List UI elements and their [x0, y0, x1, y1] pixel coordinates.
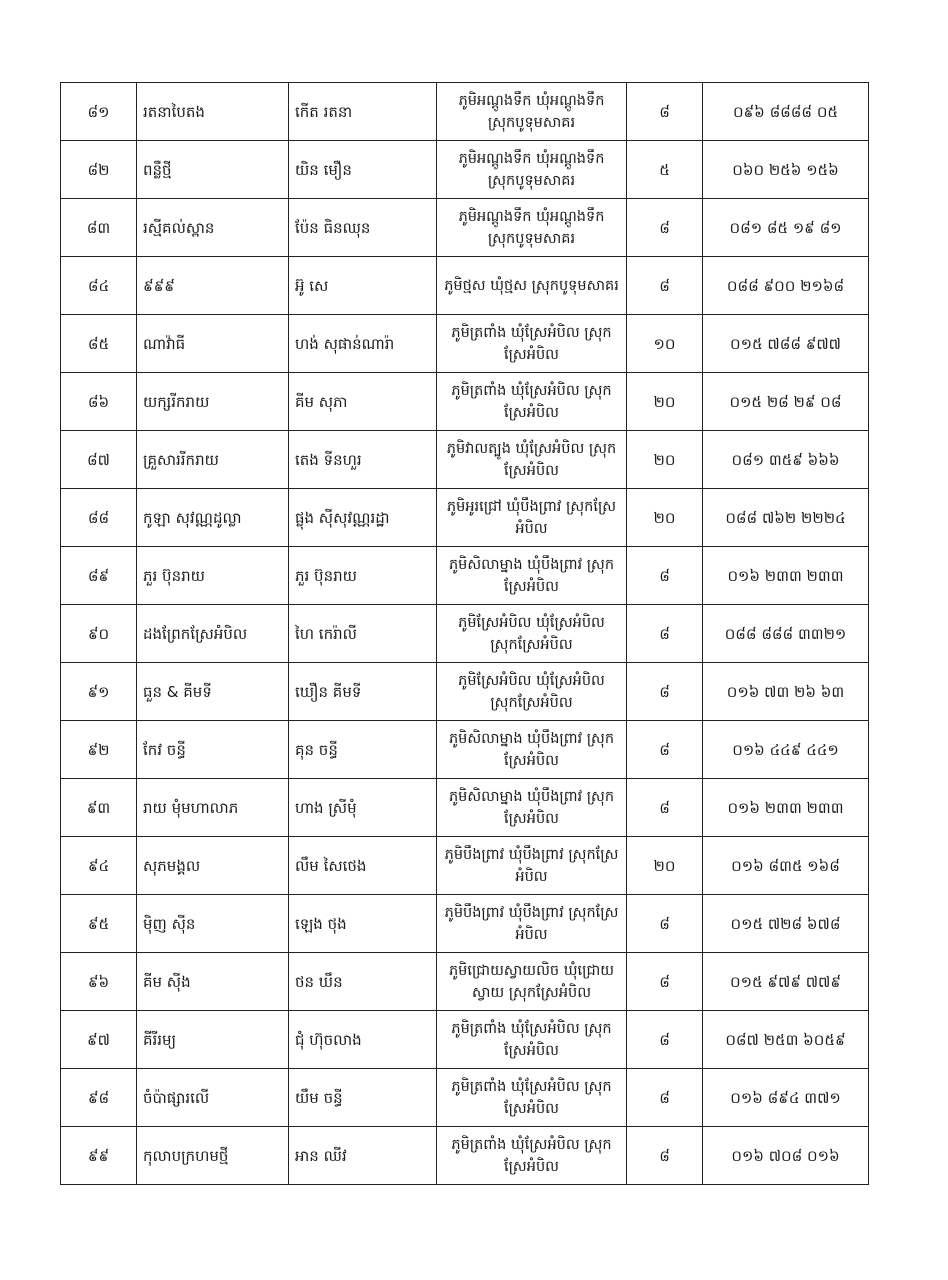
- row-number: ៨៩: [61, 547, 137, 605]
- room-count: ៨: [627, 895, 703, 953]
- table-row: [61, 1011, 869, 1069]
- room-count: ៨: [627, 721, 703, 779]
- owner-name: ភួរ ប៊ុនរាយ: [289, 547, 437, 605]
- room-count: ៨: [627, 547, 703, 605]
- business-name: រតនាបៃតង: [137, 83, 289, 141]
- room-count: ២០: [627, 431, 703, 489]
- room-count: ៨: [627, 1011, 703, 1069]
- phone-number: ០៨៨ ៨៨៨ ៣៣២១: [703, 605, 869, 663]
- table-row: [61, 953, 869, 1011]
- address: ភូមិសិលាម្នាង ឃុំបឹងព្រាវ ស្រុកស្រែអំបិល: [437, 779, 627, 837]
- table-row: [61, 141, 869, 199]
- room-count: ៨: [627, 199, 703, 257]
- business-name: ធួន & គីមទី: [137, 663, 289, 721]
- phone-number: ០៨១ ៨៥ ១៩ ៨១: [703, 199, 869, 257]
- row-number: ៩៥: [61, 895, 137, 953]
- address: ភូមិស្រែអំបិល ឃុំស្រែអំបិល ស្រុកស្រែអំបិល: [437, 605, 627, 663]
- room-count: ៨: [627, 663, 703, 721]
- phone-number: ០៨៧ ២៥៣ ៦០៥៩: [703, 1011, 869, 1069]
- phone-number: ០១៦ ៤៤៩ ៤៤១: [703, 721, 869, 779]
- row-number: ៨៥: [61, 315, 137, 373]
- address: ភូមិអណ្តូងទឹក ឃុំអណ្តូងទឹក ស្រុកបូទុមសាគរ: [437, 199, 627, 257]
- row-number: ៩១: [61, 663, 137, 721]
- business-name: ពន្លឺថ្មី: [137, 141, 289, 199]
- business-name: គ្រួសាររីករាយ: [137, 431, 289, 489]
- business-name: គីម ស៊ីង: [137, 953, 289, 1011]
- phone-number: ០១៦ ២៣៣ ២៣៣: [703, 547, 869, 605]
- address: ភូមិជ្រោយស្វាយលិច ឃុំជ្រោយស្វាយ ស្រុកស្រែអំបិល: [437, 953, 627, 1011]
- address: ភូមិបឹងព្រាវ ឃុំបឹងព្រាវ ស្រុកស្រែអំបិល: [437, 895, 627, 953]
- phone-number: ០៩៦ ៨៨៨៨ ០៥: [703, 83, 869, 141]
- owner-name: យឹម ចន្ធី: [289, 1069, 437, 1127]
- table-row: [61, 257, 869, 315]
- table-row: [61, 431, 869, 489]
- owner-name: ឡេង ថុង: [289, 895, 437, 953]
- address: ភូមិអូរជ្រៅ ឃុំបឹងព្រាវ ស្រុកស្រែអំបិល: [437, 489, 627, 547]
- address: ភូមិបឹងព្រាវ ឃុំបឹងព្រាវ ស្រុកស្រែអំបិល: [437, 837, 627, 895]
- room-count: ៨: [627, 953, 703, 1011]
- business-name: ចំប៉ាផ្សារលើ: [137, 1069, 289, 1127]
- row-number: ៩៦: [61, 953, 137, 1011]
- phone-number: ០១៦ ២៣៣ ២៣៣: [703, 779, 869, 837]
- table-row: [61, 373, 869, 431]
- owner-name: លឹម សៃថេង: [289, 837, 437, 895]
- address: ភូមិត្រពាំង ឃុំស្រែអំបិល ស្រុកស្រែអំបិល: [437, 373, 627, 431]
- owner-name: ផ្លុង ស៊ីសុវណ្ណរដ្ឋា: [289, 489, 437, 547]
- owner-name: ហង់ សុផាន់ណារ៉ា: [289, 315, 437, 373]
- business-name: រស្មីគល់ស្ពាន: [137, 199, 289, 257]
- row-number: ៩៧: [61, 1011, 137, 1069]
- row-number: ៨៣: [61, 199, 137, 257]
- table-row: [61, 779, 869, 837]
- business-name: ដងព្រែកស្រែអំបិល: [137, 605, 289, 663]
- phone-number: ០១៦ ៧៣ ២៦ ៦៣: [703, 663, 869, 721]
- room-count: ២០: [627, 373, 703, 431]
- business-name: យក្សរីករាយ: [137, 373, 289, 431]
- owner-name: គីម សុភា: [289, 373, 437, 431]
- table-row: [61, 895, 869, 953]
- address: ភូមិត្រពាំង ឃុំស្រែអំបិល ស្រុកស្រែអំបិល: [437, 1069, 627, 1127]
- table-row: [61, 837, 869, 895]
- row-number: ៩៨: [61, 1069, 137, 1127]
- address: ភូមិត្រពាំង ឃុំស្រែអំបិល ស្រុកស្រែអំបិល: [437, 315, 627, 373]
- room-count: ២០: [627, 489, 703, 547]
- address: ភូមិអណ្តូងទឹក ឃុំអណ្តូងទឹក ស្រុកបូទុមសាគរ: [437, 141, 627, 199]
- table-row: [61, 721, 869, 779]
- business-name: កូឡា សុវណ្ណដូល្លា: [137, 489, 289, 547]
- table-row: [61, 489, 869, 547]
- phone-number: ០៨៨ ៧៦២ ២២២៤: [703, 489, 869, 547]
- row-number: ៨៤: [61, 257, 137, 315]
- room-count: ៥: [627, 141, 703, 199]
- table-row: [61, 83, 869, 141]
- business-name: កែវ ចន្ធី: [137, 721, 289, 779]
- owner-name: ជុំ ហ៊ុចលាង: [289, 1011, 437, 1069]
- room-count: ៨: [627, 1127, 703, 1185]
- row-number: ៨៦: [61, 373, 137, 431]
- owner-name: ហៃ កេរ៉ាលី: [289, 605, 437, 663]
- business-name: កុលាបក្រហមថ្មី: [137, 1127, 289, 1185]
- table-row: [61, 1127, 869, 1185]
- room-count: ២០: [627, 837, 703, 895]
- owner-name: យិន មឿន: [289, 141, 437, 199]
- row-number: ៨៨: [61, 489, 137, 547]
- room-count: ៨: [627, 779, 703, 837]
- owner-name: ថន ឃឹន: [289, 953, 437, 1011]
- table-row: [61, 605, 869, 663]
- business-name: ម៉ិញ ស៊ីន: [137, 895, 289, 953]
- phone-number: ០១៦ ៨៩៤ ៣៧១: [703, 1069, 869, 1127]
- phone-number: ០១៥ ៧៨៨ ៩៧៧: [703, 315, 869, 373]
- business-name: ភួរ ប៊ុនរាយ: [137, 547, 289, 605]
- owner-name: តេង ទីនហួរ: [289, 431, 437, 489]
- business-name: រាយ មុំមហាលាភ: [137, 779, 289, 837]
- row-number: ៨១: [61, 83, 137, 141]
- phone-number: ០១៦ ៧០៨ ០១៦: [703, 1127, 869, 1185]
- table-row: [61, 663, 869, 721]
- business-name: គីរីរម្យ: [137, 1011, 289, 1069]
- phone-number: ០១៥ ៧២៨ ៦៧៨: [703, 895, 869, 953]
- guesthouse-table: [60, 82, 869, 1185]
- owner-name: គុន ចន្ធី: [289, 721, 437, 779]
- business-name: សុភមង្គល: [137, 837, 289, 895]
- phone-number: ០១៥ ២៨ ២៩ ០៨: [703, 373, 869, 431]
- listing-sheet: [60, 82, 868, 1185]
- table-body: [61, 83, 869, 1185]
- phone-number: ០៦០ ២៥៦ ១៥៦: [703, 141, 869, 199]
- owner-name: ប៉ែន ធិនឈុន: [289, 199, 437, 257]
- room-count: ៨: [627, 83, 703, 141]
- owner-name: ឃឿន គីមទី: [289, 663, 437, 721]
- owner-name: កើត រតនា: [289, 83, 437, 141]
- row-number: ៩០: [61, 605, 137, 663]
- phone-number: ០៨៨ ៩០០ ២១៦៨: [703, 257, 869, 315]
- owner-name: អ៊ូ សេ: [289, 257, 437, 315]
- business-name: ៩៩៩: [137, 257, 289, 315]
- room-count: ១០: [627, 315, 703, 373]
- address: ភូមិវាលត្បូង ឃុំស្រែអំបិល ស្រុកស្រែអំបិល: [437, 431, 627, 489]
- row-number: ៩២: [61, 721, 137, 779]
- row-number: ៩៩: [61, 1127, 137, 1185]
- address: ភូមិសិលាម្នាង ឃុំបឹងព្រាវ ស្រុកស្រែអំបិល: [437, 721, 627, 779]
- address: ភូមិអណ្តូងទឹក ឃុំអណ្តូងទឹក ស្រុកបូទុមសាគរ: [437, 83, 627, 141]
- row-number: ៨២: [61, 141, 137, 199]
- room-count: ៨: [627, 257, 703, 315]
- table-row: [61, 547, 869, 605]
- phone-number: ០៨១ ៣៥៩ ៦៦៦: [703, 431, 869, 489]
- address: ភូមិសិលាម្នាង ឃុំបឹងព្រាវ ស្រុកស្រែអំបិល: [437, 547, 627, 605]
- address: ភូមិថ្មស ឃុំថ្មស ស្រុកបូទុមសាគរ: [437, 257, 627, 315]
- table-row: [61, 199, 869, 257]
- address: ភូមិស្រែអំបិល ឃុំស្រែអំបិល ស្រុកស្រែអំបិល: [437, 663, 627, 721]
- address: ភូមិត្រពាំង ឃុំស្រែអំបិល ស្រុកស្រែអំបិល: [437, 1011, 627, 1069]
- table-row: [61, 315, 869, 373]
- phone-number: ០១៥ ៩៧៩ ៧៧៩: [703, 953, 869, 1011]
- room-count: ៨: [627, 1069, 703, 1127]
- row-number: ៨៧: [61, 431, 137, 489]
- room-count: ៨: [627, 605, 703, 663]
- business-name: ណាវ៉ាធី: [137, 315, 289, 373]
- table-row: [61, 1069, 869, 1127]
- address: ភូមិត្រពាំង ឃុំស្រែអំបិល ស្រុកស្រែអំបិល: [437, 1127, 627, 1185]
- row-number: ៩៤: [61, 837, 137, 895]
- row-number: ៩៣: [61, 779, 137, 837]
- owner-name: ហាង ស្រីមុំ: [289, 779, 437, 837]
- owner-name: អាន ឈីវ: [289, 1127, 437, 1185]
- phone-number: ០១៦ ៨៣៥ ១៦៨: [703, 837, 869, 895]
